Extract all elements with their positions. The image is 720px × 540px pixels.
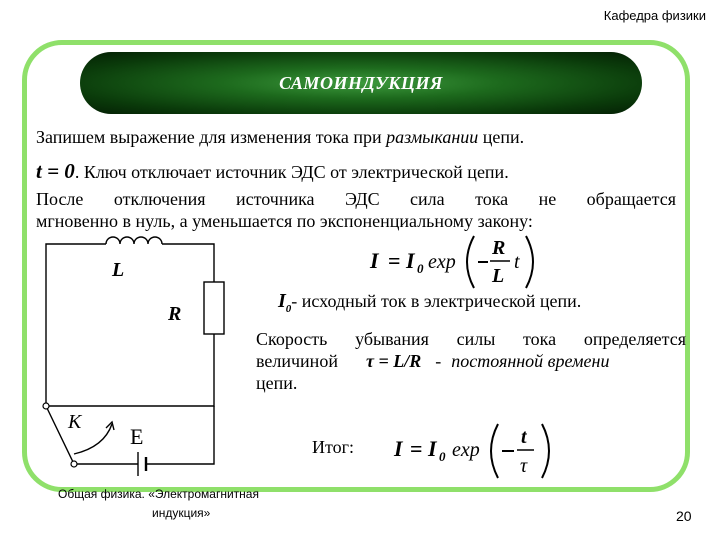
speed-line-2-suffix: постоянной времени (451, 351, 610, 371)
result-eq: = (410, 436, 423, 461)
i0-note-line (278, 290, 581, 315)
result-left-paren (491, 424, 498, 478)
footer-course-line-1: Общая физика. «Электромагнитная (58, 487, 259, 501)
text-line-1 (36, 126, 524, 148)
i0-symbol: I (278, 290, 286, 312)
resistor-label: R (168, 303, 182, 325)
circuit-diagram (34, 232, 234, 480)
resistor-icon (204, 282, 224, 334)
inductor-icon (106, 237, 162, 244)
i0-note-text: - исходный ток в электрической цепи. (291, 291, 582, 311)
inductor-label: L (112, 259, 125, 281)
text-line-3: После отключения источника ЭДС сила тока не обращается (36, 189, 676, 209)
formula-t: t (514, 251, 520, 273)
result-I0: I (428, 436, 437, 461)
department-label: Кафедра физики (603, 8, 706, 23)
tau-definition: τ = L/R (365, 351, 422, 371)
tau-dash: - (435, 351, 442, 371)
formula-I0: I (406, 248, 415, 273)
right-paren (526, 236, 533, 288)
text-line-2 (36, 160, 509, 183)
i0-subscript: 0 (285, 303, 292, 315)
decay-formula (360, 232, 560, 292)
formula-R: R (492, 237, 506, 259)
key-label: К (68, 411, 82, 433)
right-bottom-wire (46, 334, 214, 406)
slide-title: САМОИНДУКЦИЯ (279, 72, 443, 93)
result-label: Итог: (312, 437, 355, 457)
formula-sub0: 0 (417, 261, 424, 276)
left-wire (46, 244, 106, 406)
speed-line-2-prefix: величиной (256, 351, 338, 371)
text-line-2-body: . Ключ отключает источник ЭДС от электрической цепи. (74, 162, 509, 182)
time-equation: t = 0 (36, 159, 75, 183)
speed-line-3: цепи. (256, 373, 298, 393)
text-line-1-italic: размыкании (386, 127, 479, 147)
formula-exp: exp (428, 251, 456, 273)
formula-I: I (370, 248, 379, 273)
top-right-wire (162, 244, 214, 282)
left-paren (467, 236, 474, 288)
emf-label: Е (130, 424, 144, 449)
page-number: 20 (676, 508, 692, 524)
footer-course-line-2: индукция» (152, 506, 211, 520)
text-line-1-suffix: цепи. (478, 127, 525, 147)
result-t: t (521, 426, 527, 448)
result-formula (386, 420, 566, 482)
battery-return-wire (146, 406, 214, 464)
title-banner (80, 52, 642, 114)
formula-L: L (492, 265, 505, 287)
switch-contact-top (43, 403, 49, 409)
speed-line-1: Скорость убывания силы тока определяется (256, 329, 686, 349)
text-line-1-prefix: Запишем выражение для изменения тока при (36, 127, 387, 147)
result-tau: τ (520, 455, 528, 477)
result-right-paren (542, 424, 549, 478)
switch-blade (46, 406, 138, 464)
speed-line-2 (256, 350, 686, 372)
result-sub0: 0 (439, 449, 446, 464)
formula-eq: = (388, 248, 401, 273)
result-exp: exp (452, 439, 480, 461)
text-line-4: мгновенно в нуль, а уменьшается по экспоненциальному закону: (36, 211, 533, 231)
result-I: I (394, 436, 403, 461)
switch-contact-bottom (71, 461, 77, 467)
